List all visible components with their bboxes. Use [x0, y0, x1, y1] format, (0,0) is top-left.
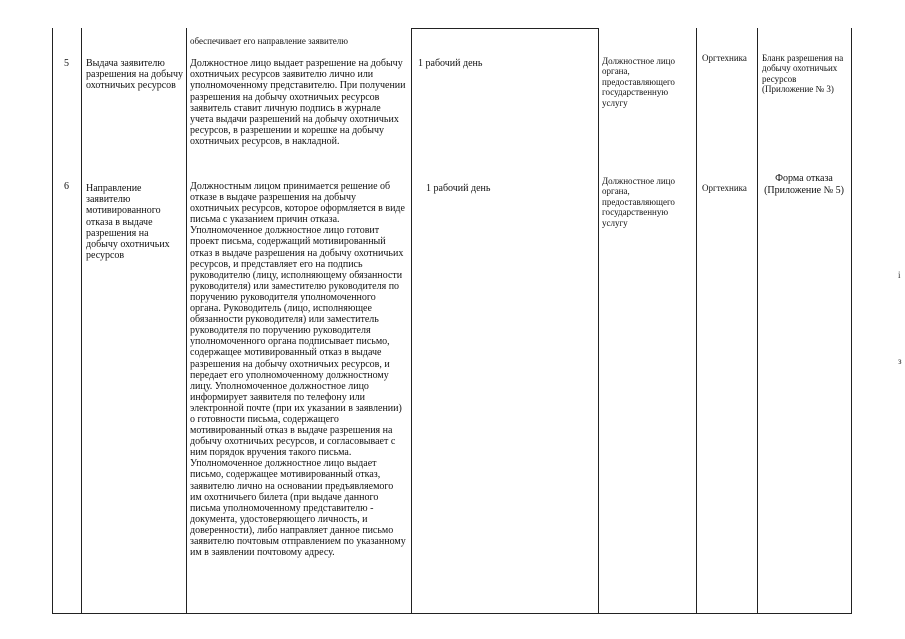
row-5-responsible: Должностное лицо органа, предоставляющего государственную услугу — [602, 56, 675, 108]
table-border-right — [851, 28, 852, 614]
table-border-left — [52, 28, 53, 614]
row-6-resources: Оргтехника — [702, 183, 747, 193]
row-5-number: 5 — [64, 58, 69, 69]
row-5-continuation-text: обеспечивает его направление заявителю — [190, 36, 349, 46]
col-divider-3 — [411, 28, 412, 614]
row-6-responsible: Должностное лицо органа, предоставляющего государственную услугу — [602, 176, 675, 228]
row-5-resources: Оргтехника — [702, 53, 747, 63]
row-5-duration: 1 рабочий день — [418, 58, 483, 69]
row-6-duration: 1 рабочий день — [426, 183, 491, 194]
row-5-step-name: Выдача заявителю разрешения на добычу охотничьих ресурсов — [86, 58, 183, 92]
col-divider-1 — [81, 28, 82, 614]
row-6-number: 6 — [64, 181, 69, 192]
table-bottom-border — [52, 613, 852, 614]
row-6-step-name: Направление заявителю мотивированного отказа в выдаче разрешения на добычу охотничьих ресурсов — [86, 183, 170, 262]
row-5-result-form: Бланк разрешения на добычу охотничьих ресурсов (Приложение № 3) — [762, 53, 844, 95]
table-top-border — [411, 28, 598, 29]
margin-mark-2: з — [898, 356, 902, 366]
row-6-result-form: Форма отказа (Приложение № 5) — [764, 173, 844, 197]
row-6-description: Должностным лицом принимается решение об отказе в выдаче разрешения на добычу охотничьих ресурсов, которое оформляется в виде письма с указанием причин отказа. Уполномоченное должностное лицо готовит проект письма, содержащий мотивированный отказ в выдаче разрешения на добычу охотничьих ресурсов, и представляет его на подпись руководителю (лицу, исполняющему обязанности руководителя) или заместителю руководителя по поручению руководителя уполномоченного органа. Руководитель (лицо, исполняющее обязанности руководителя) или заместитель руководителя по поручению руководителя уполномоченного органа подписывает письмо, содержащее мотивированный отказ в выдаче разрешения на добычу охотничьих ресурсов, и передает его уполномоченному должностному лицу. Уполномоченное должностное лицо информирует заявителя по телефону или электронной почте (при их указании в заявлении) о готовности письма, содержащего мотивированный отказ в выдаче разрешения на добычу охотничьих ресурсов, и согласовывает с ним порядок вручения такого письма. Уполномоченное должностное лицо выдает письмо, содержащее мотивированный отказ, заявителю лично на основании предъявляемого им охотничьего билета (при выдаче данного письма уполномоченному представителю - документа, удостоверяющего личность, и доверенности), либо направляет данное письмо заявителю почтовым отправлением по указанному им в заявлении почтовому адресу. — [190, 181, 406, 559]
col-divider-5 — [696, 28, 697, 614]
col-divider-4 — [598, 28, 599, 614]
col-divider-2 — [186, 28, 187, 614]
row-5-description: Должностное лицо выдает разрешение на добычу охотничьих ресурсов заявителю лично или уполномоченному представителю. При получении разрешения на добычу охотничьих ресурсов заявитель ставит личную подпись в журнале учета выдачи разрешений на добычу охотничьих ресурсов, в разрешении и корешке на добычу охотничьих ресурсов, в накладной. — [190, 58, 406, 148]
margin-mark-1: і — [898, 270, 901, 280]
col-divider-6 — [757, 28, 758, 614]
